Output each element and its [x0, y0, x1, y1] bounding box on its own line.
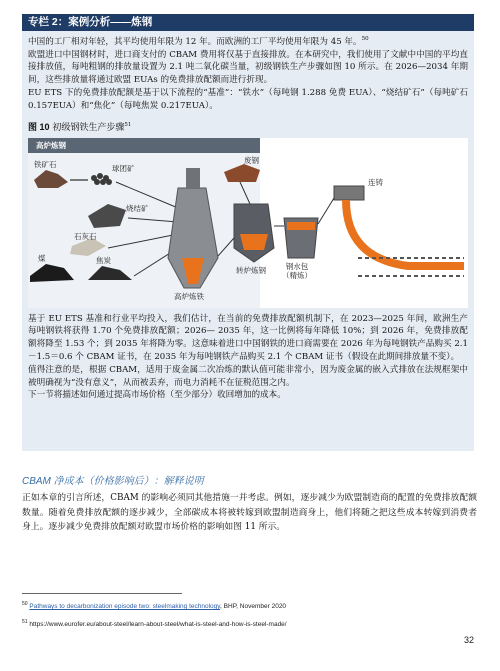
label-coal: 煤: [38, 253, 46, 263]
footnote-50-number: 50: [22, 601, 28, 607]
footnote-divider: [22, 593, 182, 594]
paragraph-scrap-default: 值得注意的是，根据 CBAM，适用于废金属二次冶炼的默认值可能非常小，因为废金属的嵌入式排放在法规框架中被明确视为“没有意义”，从而被丢弃，而电力消耗不在征税范围之内。: [28, 364, 468, 388]
label-ladle: 钢水包 （精炼）: [282, 261, 312, 280]
label-blast-furnace-band: 高炉炼钢: [36, 140, 66, 150]
label-caster: 连铸: [368, 177, 383, 187]
converter-molten: [240, 234, 268, 250]
label-sinter: 烧结矿: [126, 203, 149, 213]
label-scrap: 废钢: [244, 155, 259, 165]
footnote-50-link[interactable]: Pathways to decarbonization episode two: steelmaking technology: [29, 603, 221, 611]
label-iron-ore: 铁矿石: [34, 159, 57, 169]
label-blast-furnace: 高炉炼铁: [174, 291, 204, 301]
paragraph-next-section: 下一节将描述如何通过提高市场价格（至少部分）收回增加的成本。: [28, 390, 286, 401]
label-limestone: 石灰石: [74, 231, 97, 241]
steel-production-diagram: [28, 138, 468, 308]
figure-footnote-ref: 51: [124, 121, 132, 128]
figure-title: 初级钢铁生产步骤: [52, 122, 125, 133]
section-title: CBAM 净成本（价格影响后）：解释说明: [22, 476, 204, 487]
caster-strand: [346, 200, 464, 266]
ladle-to-caster-arrow: [318, 198, 334, 224]
figure-caption: [28, 119, 468, 134]
footnote-ref-50: 50: [361, 36, 369, 42]
paragraph-eu-ets-benchmark: EU ETS 下的免费排放配额是基于以下流程的“基准”：“铁水”（每吨钢 1.288 免费 EUA）、“烧结矿石”（每吨矿石 0.157EUA）和“焦化”（每吨焦炭 0.217EUA）。: [28, 88, 468, 111]
label-pellets: 球团矿: [112, 163, 135, 173]
paragraph-import-cbam: 欧盟进口中国钢材时，进口商支付的 CBAM 费用将仅基于直接排放。在本研究中，我们使用了文献中中国的平均直接排放值，每吨粗钢的排放量设置为 2.1 吨二氧化碳当量，初级钢铁生产步骤如图 10 所示。在 2026—2034 年期间，这些排放量将通过欧盟 EUAs 的免费排放配额而进行折现。: [28, 49, 468, 86]
blast-furnace-top: [186, 168, 200, 188]
case-study-body: [22, 31, 474, 402]
footnote-50: [22, 601, 286, 610]
label-converter: 转炉炼钢: [236, 265, 266, 275]
footnote-50-source: , BHP, November 2020: [220, 603, 287, 611]
caster-tundish: [334, 186, 364, 200]
paragraph-plant-age: [28, 33, 468, 49]
label-coke: 焦炭: [96, 255, 111, 265]
case-study-box: [22, 14, 474, 451]
blast-furnace-band-area: [28, 153, 260, 308]
page-number: 32: [463, 635, 474, 645]
footnote-51-url: https://www.eurofer.eu/about-steel/learn-about-steel/what-is-steel-and-how-is-steel-made/: [29, 621, 287, 629]
footnote-51-number: 51: [22, 619, 28, 625]
paragraph-plant-age-text: 中国的工厂相对年轻，其平均使用年限为 12 年。而欧洲的工厂平均使用年限为 45 年。: [28, 36, 362, 47]
figure-number: 图 10: [28, 121, 50, 132]
case-study-header: 专栏 2：案例分析——炼钢: [22, 14, 474, 31]
ladle-molten: [287, 222, 315, 230]
section-body-text: 正如本章的引言所述，CBAM 的影响必须同其他措施一并考虑。例如，逐步减少为欧盟制造商的配置的免费排放配额数量。随着免费排放配额的逐步减少，全部碳成本将被转嫁到欧盟制造商身上，他们将随之把这些成本转嫁到消费者身上。逐步减少免费排放配额对欧盟市场价格的影响如图 11 所示。: [22, 493, 477, 533]
footnote-51: [22, 619, 287, 628]
paragraph-free-allowance-estimate: 基于 EU ETS 基准和行业平均投入，我们估计，在当前的免费排放配额机制下，在 2023—2025 年间，欧洲生产每吨钢铁将获得 1.70 个免费排放配额；2026— 2035 年，这一比例将每年降低 10%；到 2026 年，免费排放配额将降至 1.53 个；到 2035 年将降为零。这意味着进口中国钢铁的进口商需要在 2026 年为每吨钢铁产品购买 2.1－1.5＝0.6 个 CBAM 证书，在 2035 年为每吨钢铁产品购买 2.1 个 CBAM 证书（假设在此期间排放量不变）。: [28, 313, 468, 363]
